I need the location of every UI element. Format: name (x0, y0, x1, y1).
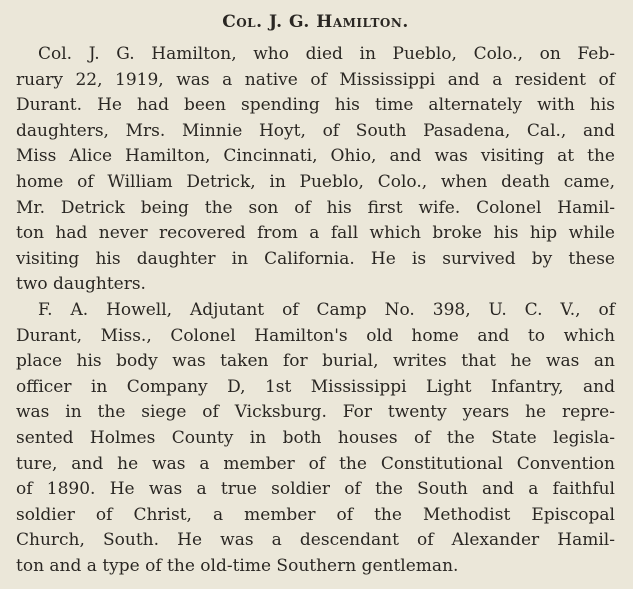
text-line: soldier of Christ, a member of the Methodist Episcopal (16, 504, 615, 525)
text-line: Durant, Miss., Colonel Hamilton's old home and to which (16, 325, 615, 346)
text-line: Durant. He had been spending his time alternately with his (16, 95, 615, 116)
text-line: Mr. Detrick being the son of his first wife. Colonel Hamil- (16, 197, 615, 218)
text-line: ruary 22, 1919, was a native of Mississippi and a resident of (16, 69, 615, 90)
text-line: visiting his daughter in California. He is survived by these (16, 248, 615, 269)
text-line: was in the siege of Vicksburg. For twenty years he repre- (16, 402, 615, 423)
text-line: daughters, Mrs. Minnie Hoyt, of South Pasadena, Cal., and (16, 120, 615, 141)
text-line: Col. J. G. Hamilton, who died in Pueblo, Colo., on Feb- (38, 44, 615, 64)
text-line: place his body was taken for burial, writes that he was an (16, 351, 615, 372)
text-line: Church, South. He was a descendant of Alexander Hamil- (16, 530, 615, 551)
article-title: Col. J. G. Hamilton. (222, 12, 409, 32)
paragraph-obituary (16, 42, 615, 298)
text-line: F. A. Howell, Adjutant of Camp No. 398, U. C. V., of (38, 299, 615, 320)
text-line: of 1890. He was a true soldier of the South and a faithful (16, 479, 615, 500)
text-line: ton and a type of the old-time Southern gentleman. (16, 555, 459, 576)
text-line: home of William Detrick, in Pueblo, Colo., when death came, (16, 171, 615, 192)
text-line: sented Holmes County in both houses of the State legisla- (16, 427, 615, 448)
paragraph-service-record (16, 298, 615, 580)
text-line: ton had never recovered from a fall which broke his hip while (16, 223, 615, 244)
text-line: ture, and he was a member of the Constitutional Convention (16, 453, 615, 474)
article-body (16, 42, 615, 579)
text-line: officer in Company D, 1st Mississippi Light Infantry, and (16, 376, 615, 397)
text-line: two daughters. (16, 274, 146, 295)
text-line: Miss Alice Hamilton, Cincinnati, Ohio, and was visiting at the (16, 146, 615, 167)
